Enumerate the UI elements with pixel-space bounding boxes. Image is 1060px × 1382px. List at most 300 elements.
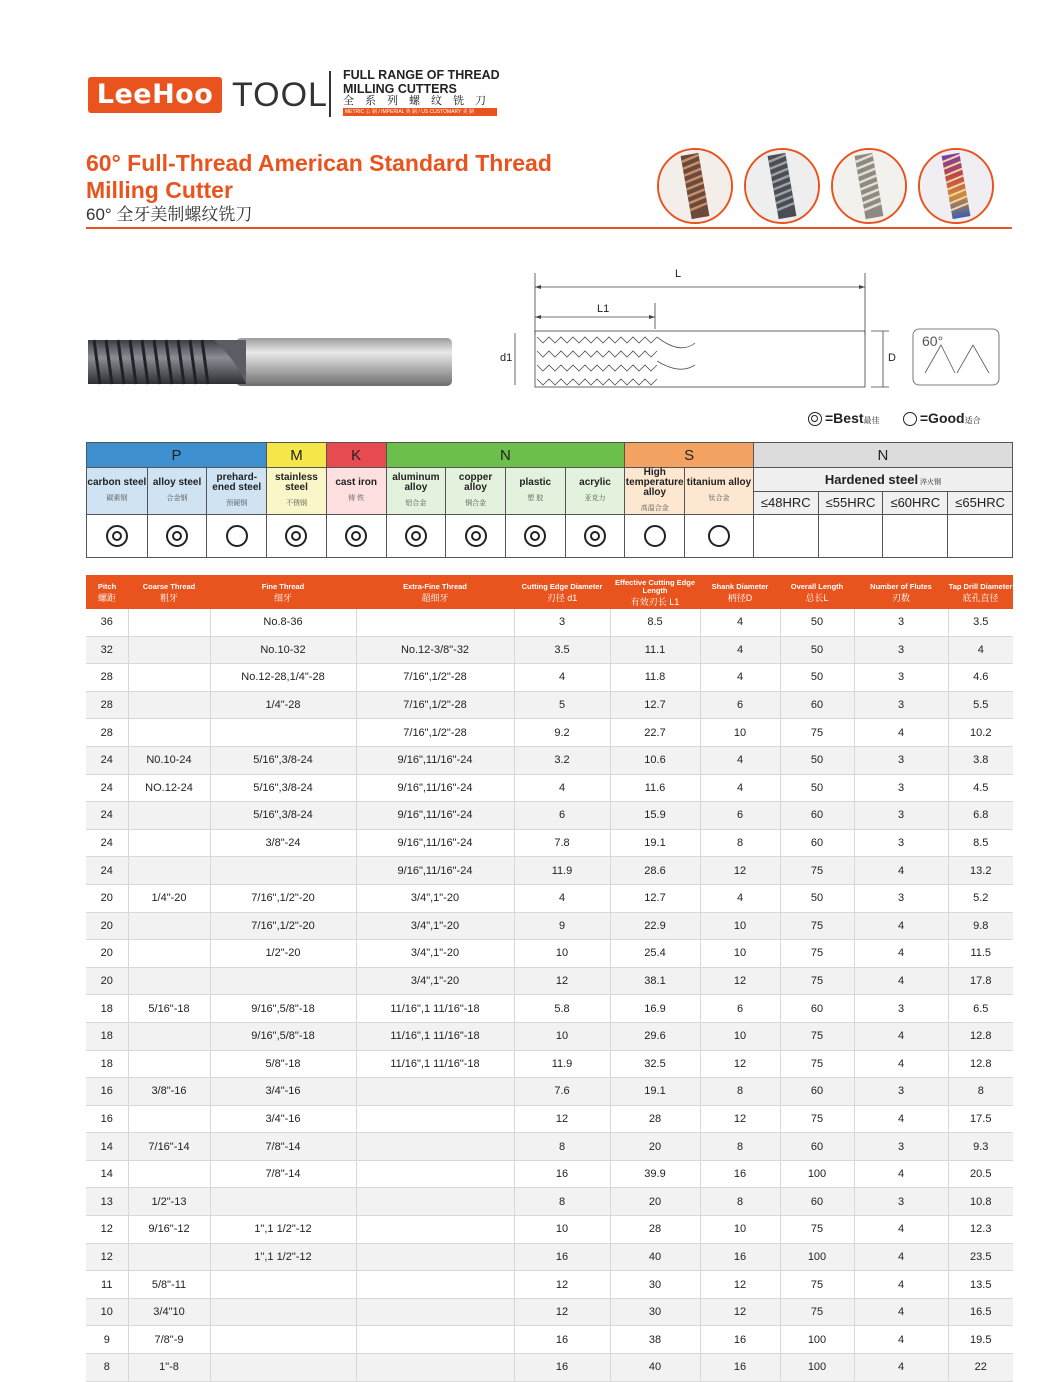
table-cell: 22.7 xyxy=(610,719,700,747)
table-cell: 3/4"-16 xyxy=(210,1078,356,1106)
table-cell xyxy=(128,719,210,747)
table-cell: 4 xyxy=(854,940,948,968)
table-cell: 3 xyxy=(854,1078,948,1106)
page-title-line2: Milling Cutter xyxy=(86,177,233,203)
table-cell: 8 xyxy=(514,1188,610,1216)
table-cell: 7/16",1/2"-28 xyxy=(356,719,514,747)
table-cell: 11.9 xyxy=(514,857,610,885)
table-cell xyxy=(356,1216,514,1244)
table-row xyxy=(86,636,1013,664)
spec-header-cn: 螺距 xyxy=(97,592,116,603)
material-rating-cell xyxy=(267,515,327,558)
material-name-cn: 铝合金 xyxy=(405,500,427,507)
table-cell: 1/4"-28 xyxy=(210,691,356,719)
hardened-grade-row xyxy=(754,492,1012,514)
table-cell: 4 xyxy=(854,1298,948,1326)
tool-photo xyxy=(86,330,458,397)
table-cell: 4 xyxy=(700,774,780,802)
table-cell: 4 xyxy=(854,1160,948,1188)
dim-label-d1: d1 xyxy=(500,352,513,364)
table-cell: 3.8 xyxy=(948,746,1013,774)
table-cell: 60 xyxy=(780,1133,854,1161)
table-cell: 38 xyxy=(610,1326,700,1354)
spec-header-en: Tap Drill Diameter xyxy=(948,581,1013,591)
table-cell: 3 xyxy=(854,829,948,857)
table-cell: 7.8 xyxy=(514,829,610,857)
table-cell: 5.8 xyxy=(514,995,610,1023)
table-cell xyxy=(356,1354,514,1382)
table-cell: 4 xyxy=(854,1271,948,1299)
spec-header-cell xyxy=(780,575,854,609)
material-rating-cell xyxy=(565,515,625,558)
table-cell: 10.6 xyxy=(610,746,700,774)
material-name: stainless steel xyxy=(275,472,318,493)
best-symbol-icon xyxy=(285,525,307,547)
table-cell: 3.5 xyxy=(948,609,1013,636)
table-cell: 20 xyxy=(86,912,128,940)
product-thumbnail-rainbow xyxy=(918,148,994,224)
spec-header-cn: 底孔直径 xyxy=(962,592,999,603)
material-cell xyxy=(685,468,754,515)
table-cell: No.10-32 xyxy=(210,636,356,664)
table-cell xyxy=(356,1326,514,1354)
table-cell: 11.5 xyxy=(948,940,1013,968)
table-cell: 3/4",1"-20 xyxy=(356,940,514,968)
dim-label-D: D xyxy=(888,352,896,364)
legend-best-cn: 最佳 xyxy=(863,416,880,425)
table-cell xyxy=(210,1188,356,1216)
material-cell xyxy=(87,468,148,515)
table-cell: 8.5 xyxy=(610,609,700,636)
table-cell: NO.12-24 xyxy=(128,774,210,802)
table-cell xyxy=(128,967,210,995)
table-row xyxy=(86,1243,1013,1271)
table-cell xyxy=(128,802,210,830)
table-row xyxy=(86,1271,1013,1299)
table-cell xyxy=(128,609,210,636)
best-symbol-icon xyxy=(524,525,546,547)
table-cell: 50 xyxy=(780,746,854,774)
table-cell: 6 xyxy=(514,802,610,830)
table-cell: 9 xyxy=(514,912,610,940)
table-cell: 20.5 xyxy=(948,1160,1013,1188)
table-cell: 3/4"-16 xyxy=(210,1105,356,1133)
table-cell: 11/16",1 11/16"-18 xyxy=(356,995,514,1023)
table-cell xyxy=(128,1022,210,1050)
table-cell xyxy=(128,636,210,664)
hardened-grade: ≤55HRC xyxy=(819,492,884,514)
table-cell: 6.8 xyxy=(948,802,1013,830)
table-cell: 12 xyxy=(700,1105,780,1133)
table-cell: 3/8"-24 xyxy=(210,829,356,857)
table-cell: 10.8 xyxy=(948,1188,1013,1216)
table-cell: 11 xyxy=(86,1271,128,1299)
table-cell xyxy=(210,1354,356,1382)
table-row xyxy=(86,609,1013,636)
hardened-grade: ≤65HRC xyxy=(955,495,1005,510)
table-cell: 16 xyxy=(514,1243,610,1271)
dim-label-L1: L1 xyxy=(597,303,610,315)
table-cell: 9/16",11/16"-24 xyxy=(356,802,514,830)
table-cell: 36 xyxy=(86,609,128,636)
table-cell: 9.2 xyxy=(514,719,610,747)
table-cell: 4 xyxy=(854,1326,948,1354)
angle-label: 60° xyxy=(922,333,944,349)
table-row xyxy=(86,1160,1013,1188)
good-symbol-icon xyxy=(903,412,917,426)
material-name-cn: 预硬钢 xyxy=(226,500,248,507)
table-cell: 75 xyxy=(780,1022,854,1050)
table-cell: 4 xyxy=(854,1105,948,1133)
table-cell xyxy=(128,829,210,857)
spec-table xyxy=(86,575,1013,1382)
table-cell: 8.5 xyxy=(948,829,1013,857)
table-cell: 16.9 xyxy=(610,995,700,1023)
table-cell: 4 xyxy=(700,884,780,912)
legend-good: =Good xyxy=(919,410,965,426)
material-rating-cell xyxy=(147,515,207,558)
table-cell: 7/16",1/2"-28 xyxy=(356,664,514,692)
material-rating-cell xyxy=(87,515,148,558)
page-title-cn: 60° 全牙美制螺纹铣刀 xyxy=(86,205,253,224)
table-cell: 11/16",1 11/16"-18 xyxy=(356,1022,514,1050)
best-symbol-icon xyxy=(345,525,367,547)
table-cell: 3 xyxy=(854,995,948,1023)
good-symbol-icon xyxy=(226,525,248,547)
table-cell: 4 xyxy=(700,664,780,692)
table-cell: 10 xyxy=(700,912,780,940)
material-group-n: N xyxy=(753,443,1012,468)
material-group-m: M xyxy=(267,443,327,468)
material-name: acrylic xyxy=(579,477,611,488)
table-cell: 8 xyxy=(514,1133,610,1161)
rating-legend xyxy=(808,410,981,426)
table-cell: 10 xyxy=(700,719,780,747)
material-name-cn: 不锈钢 xyxy=(285,500,307,507)
good-symbol-icon xyxy=(708,525,730,547)
table-cell: 75 xyxy=(780,940,854,968)
table-cell: 5/16",3/8-24 xyxy=(210,802,356,830)
table-cell: 100 xyxy=(780,1326,854,1354)
table-cell: 12 xyxy=(700,1050,780,1078)
table-cell: 16 xyxy=(700,1326,780,1354)
hardened-grade: ≤60HRC xyxy=(883,492,948,514)
table-cell xyxy=(128,940,210,968)
table-cell: 10 xyxy=(700,1216,780,1244)
table-cell: 6 xyxy=(700,995,780,1023)
material-name-row xyxy=(87,468,1013,515)
table-cell: 20 xyxy=(86,884,128,912)
table-cell: 7/16",1/2"-28 xyxy=(356,691,514,719)
table-cell: 11.9 xyxy=(514,1050,610,1078)
hardened-steel-label-cn: 淬火钢 xyxy=(918,479,942,486)
table-cell: 40 xyxy=(610,1354,700,1382)
table-cell: 9/16",11/16"-24 xyxy=(356,746,514,774)
table-cell: 28 xyxy=(86,691,128,719)
table-cell xyxy=(356,609,514,636)
table-row xyxy=(86,1354,1013,1382)
hardened-rating-cell xyxy=(818,515,883,558)
table-cell: 75 xyxy=(780,1105,854,1133)
table-row xyxy=(86,746,1013,774)
table-cell: 25.4 xyxy=(610,940,700,968)
table-cell: 18 xyxy=(86,1022,128,1050)
legend-good-cn: 适合 xyxy=(964,416,981,425)
table-cell: 3 xyxy=(854,1133,948,1161)
spec-header-en: Cutting Edge Diameter xyxy=(521,581,603,591)
table-cell: 4 xyxy=(948,636,1013,664)
material-group-n: N xyxy=(386,443,625,468)
table-cell: 3/4",1"-20 xyxy=(356,967,514,995)
table-cell: 10 xyxy=(514,940,610,968)
table-cell: 16 xyxy=(514,1354,610,1382)
material-name-cn: 高温合金 xyxy=(640,505,669,512)
table-cell: 14 xyxy=(86,1160,128,1188)
material-cell xyxy=(147,468,207,515)
brand-logo: LeeHoo xyxy=(88,77,222,113)
table-cell: 24 xyxy=(86,802,128,830)
table-cell: 4 xyxy=(514,774,610,802)
table-cell: 5/8"-11 xyxy=(128,1271,210,1299)
table-cell: 5.5 xyxy=(948,691,1013,719)
spec-header-cn: 刃径 d1 xyxy=(546,592,578,603)
table-cell: 3 xyxy=(854,884,948,912)
hardened-grade: ≤48HRC xyxy=(754,492,819,514)
table-cell: 3/8"-16 xyxy=(128,1078,210,1106)
table-cell: 75 xyxy=(780,857,854,885)
material-rating-cell xyxy=(685,515,754,558)
material-name: High temperature alloy xyxy=(625,467,684,498)
table-cell: 4.6 xyxy=(948,664,1013,692)
table-cell xyxy=(128,691,210,719)
material-name-cn: 碳素钢 xyxy=(106,495,128,502)
material-rating-cell xyxy=(386,515,446,558)
table-cell: 13.5 xyxy=(948,1271,1013,1299)
table-cell: 18 xyxy=(86,995,128,1023)
spec-header-en: Number of Flutes xyxy=(870,581,932,591)
table-cell: 9/16",5/8"-18 xyxy=(210,995,356,1023)
material-name-cn: 钛合金 xyxy=(708,495,730,502)
table-cell: 16 xyxy=(86,1105,128,1133)
table-cell: 75 xyxy=(780,1271,854,1299)
table-cell: 13 xyxy=(86,1188,128,1216)
table-cell: 11.8 xyxy=(610,664,700,692)
table-cell: 3 xyxy=(514,609,610,636)
table-cell: 4 xyxy=(854,967,948,995)
table-cell: 9 xyxy=(86,1326,128,1354)
table-cell: 8 xyxy=(700,829,780,857)
table-cell: 4 xyxy=(854,1216,948,1244)
table-cell xyxy=(128,1160,210,1188)
table-cell: 28 xyxy=(86,664,128,692)
brand-tagline-line1: FULL RANGE OF THREAD xyxy=(343,68,500,82)
table-cell: 20 xyxy=(610,1188,700,1216)
table-cell: 9.8 xyxy=(948,912,1013,940)
table-row xyxy=(86,1105,1013,1133)
table-cell: 11/16",1 11/16"-18 xyxy=(356,1050,514,1078)
brand-tagline-line2: MILLING CUTTERS xyxy=(343,82,457,96)
table-row xyxy=(86,1326,1013,1354)
table-cell: 22.9 xyxy=(610,912,700,940)
table-cell xyxy=(128,1050,210,1078)
hardened-rating-cell xyxy=(948,515,1013,558)
material-rating-cell xyxy=(446,515,506,558)
table-cell: 13.2 xyxy=(948,857,1013,885)
good-symbol-icon xyxy=(644,525,666,547)
table-cell: 5/16",3/8-24 xyxy=(210,746,356,774)
table-row xyxy=(86,691,1013,719)
spec-header-cn: 超细牙 xyxy=(421,592,449,603)
brand-divider xyxy=(329,71,331,117)
spec-header-cell xyxy=(128,575,210,609)
spec-header-cell xyxy=(210,575,356,609)
material-name: plastic xyxy=(519,477,552,488)
table-row xyxy=(86,664,1013,692)
table-cell: 5/16"-18 xyxy=(128,995,210,1023)
table-row xyxy=(86,884,1013,912)
material-name: aluminum alloy xyxy=(392,472,440,493)
table-cell: 7.6 xyxy=(514,1078,610,1106)
table-row xyxy=(86,802,1013,830)
table-cell: 24 xyxy=(86,746,128,774)
spec-header-cn: 有效刃长 L1 xyxy=(630,596,680,607)
table-cell: 7/8"-14 xyxy=(210,1133,356,1161)
best-symbol-icon xyxy=(405,525,427,547)
table-cell: 3 xyxy=(854,664,948,692)
table-cell: 4 xyxy=(854,912,948,940)
table-cell: 9/16",5/8"-18 xyxy=(210,1022,356,1050)
table-cell: 28 xyxy=(610,1216,700,1244)
table-cell: 8 xyxy=(86,1354,128,1382)
table-cell: 75 xyxy=(780,719,854,747)
table-cell: 1"-8 xyxy=(128,1354,210,1382)
material-group-k: K xyxy=(326,443,386,468)
table-cell: 3.2 xyxy=(514,746,610,774)
table-cell: 12.3 xyxy=(948,1216,1013,1244)
table-cell: 12.8 xyxy=(948,1022,1013,1050)
spec-header-en: Effective Cutting Edge Length xyxy=(614,577,695,595)
material-name-cn: 亚克力 xyxy=(584,495,606,502)
table-cell xyxy=(356,1105,514,1133)
table-cell: 4 xyxy=(854,1022,948,1050)
table-cell xyxy=(210,719,356,747)
spec-header-cn: 刃数 xyxy=(891,592,910,603)
table-cell: 1/4"-20 xyxy=(128,884,210,912)
table-cell: 12.8 xyxy=(948,1050,1013,1078)
table-cell xyxy=(128,1105,210,1133)
table-row xyxy=(86,1133,1013,1161)
table-cell: 12 xyxy=(514,1271,610,1299)
table-cell: 12 xyxy=(514,967,610,995)
table-row xyxy=(86,719,1013,747)
hardened-steel-cell xyxy=(753,468,1012,515)
table-cell: 4 xyxy=(854,719,948,747)
spec-header-en: Extra-Fine Thread xyxy=(403,581,467,591)
table-cell: 8 xyxy=(700,1133,780,1161)
table-cell: 28.6 xyxy=(610,857,700,885)
table-cell: 3 xyxy=(854,636,948,664)
table-cell: 4 xyxy=(854,857,948,885)
table-cell: 24 xyxy=(86,774,128,802)
table-cell: 9.3 xyxy=(948,1133,1013,1161)
material-cell xyxy=(386,468,446,515)
best-symbol-icon xyxy=(808,412,822,426)
table-cell: 32 xyxy=(86,636,128,664)
table-cell xyxy=(356,1160,514,1188)
material-cell xyxy=(505,468,565,515)
table-cell xyxy=(356,1133,514,1161)
table-row xyxy=(86,1216,1013,1244)
hardened-steel-title xyxy=(754,468,1012,492)
table-cell: 10 xyxy=(700,940,780,968)
spec-header-cell xyxy=(514,575,610,609)
page-title-line1: 60° Full-Thread American Standard Thread xyxy=(86,150,552,176)
spec-header-en: Pitch xyxy=(97,581,117,591)
table-cell: 5/8"-18 xyxy=(210,1050,356,1078)
table-row xyxy=(86,912,1013,940)
table-cell: 1",1 1/2"-12 xyxy=(210,1216,356,1244)
table-cell: 12.7 xyxy=(610,691,700,719)
hardened-rating-cell xyxy=(883,515,948,558)
spec-header-cell xyxy=(86,575,128,609)
table-cell: 7/16",1/2"-20 xyxy=(210,912,356,940)
table-cell xyxy=(210,857,356,885)
brand-tagline-cn: 全系列螺纹铣刀 xyxy=(343,95,497,107)
table-row xyxy=(86,829,1013,857)
brand-tool-text: TOOL xyxy=(232,76,328,114)
table-cell: 16 xyxy=(514,1160,610,1188)
table-cell: No.12-3/8"-32 xyxy=(356,636,514,664)
table-cell xyxy=(356,1243,514,1271)
table-cell: 3 xyxy=(854,609,948,636)
table-cell: 38.1 xyxy=(610,967,700,995)
table-cell: 24 xyxy=(86,829,128,857)
table-cell xyxy=(356,1188,514,1216)
table-cell: 3 xyxy=(854,802,948,830)
spec-header-cell xyxy=(854,575,948,609)
material-name: titanium alloy xyxy=(686,477,752,488)
table-cell: 12 xyxy=(700,967,780,995)
table-cell: 6.5 xyxy=(948,995,1013,1023)
table-cell: 32.5 xyxy=(610,1050,700,1078)
table-cell: 16 xyxy=(700,1354,780,1382)
table-cell: 60 xyxy=(780,829,854,857)
spec-header-cn: 细牙 xyxy=(273,592,292,603)
table-cell: 40 xyxy=(610,1243,700,1271)
table-cell: 3/4",1"-20 xyxy=(356,912,514,940)
table-cell: 30 xyxy=(610,1271,700,1299)
table-cell: 11.1 xyxy=(610,636,700,664)
table-cell: 15.9 xyxy=(610,802,700,830)
table-cell: 12 xyxy=(86,1216,128,1244)
material-cell xyxy=(267,468,327,515)
best-symbol-icon xyxy=(584,525,606,547)
table-cell: 3.5 xyxy=(514,636,610,664)
table-cell: 10 xyxy=(514,1216,610,1244)
table-cell: 4.5 xyxy=(948,774,1013,802)
table-cell: 1/2"-20 xyxy=(210,940,356,968)
table-cell: 14 xyxy=(86,1133,128,1161)
table-row xyxy=(86,967,1013,995)
table-cell: 22 xyxy=(948,1354,1013,1382)
spec-header-cell xyxy=(356,575,514,609)
table-cell: 4 xyxy=(700,609,780,636)
table-row xyxy=(86,1050,1013,1078)
table-cell: 19.1 xyxy=(610,829,700,857)
table-cell: 50 xyxy=(780,664,854,692)
table-cell: 50 xyxy=(780,774,854,802)
dim-label-L: L xyxy=(675,268,682,280)
